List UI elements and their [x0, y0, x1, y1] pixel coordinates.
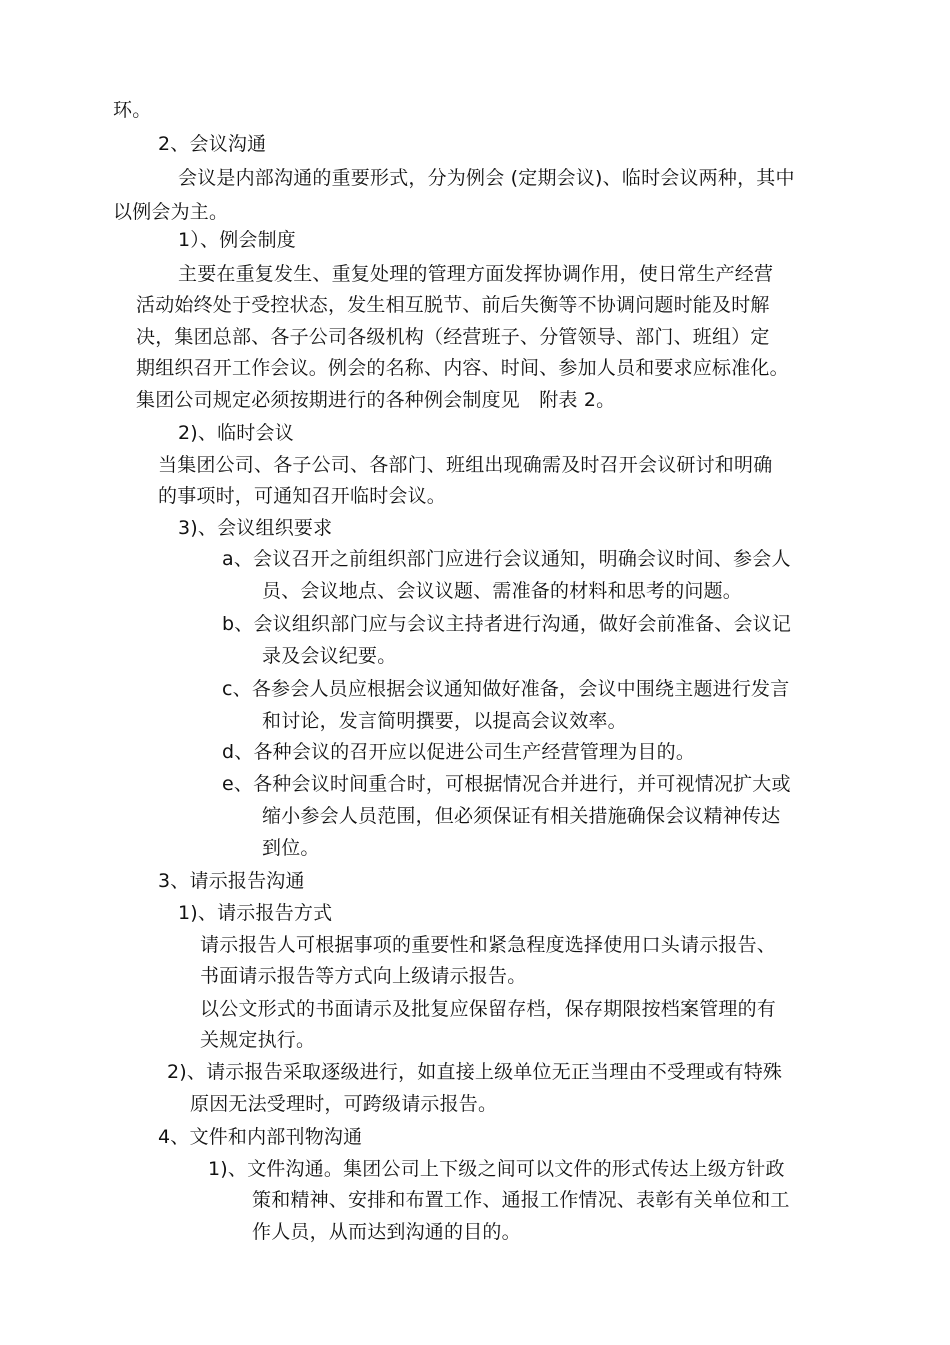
section-heading: 2、会议沟通	[158, 133, 267, 155]
list-item-continuation: 缩小参会人员范围，但必须保证有相关措施确保会议精神传达	[262, 805, 781, 827]
text-line: 策和精神、安排和布置工作、通报工作情况、表彰有关单位和工	[252, 1189, 790, 1211]
subsection-heading: 3)、会议组织要求	[178, 517, 333, 539]
list-item: e、各种会议时间重合时，可根据情况合并进行，并可视情况扩大或	[222, 773, 791, 795]
text-line: 关规定执行。	[200, 1029, 316, 1051]
text-line: 的事项时，可通知召开临时会议。	[158, 485, 447, 507]
text-line: 1)、文件沟通。集团公司上下级之间可以文件的形式传达上级方针政	[208, 1158, 785, 1180]
text-line: 以公文形式的书面请示及批复应保留存档，保存期限按档案管理的有	[200, 998, 777, 1020]
text-line: 书面请示报告等方式向上级请示报告。	[200, 965, 527, 987]
text-line: 当集团公司、各子公司、各部门、班组出现确需及时召开会议研讨和明确	[158, 454, 773, 476]
text-line: 以例会为主。	[113, 201, 229, 223]
text-line: 环。	[113, 99, 152, 121]
subsection-heading: 1)、请示报告方式	[178, 902, 333, 924]
list-item: a、会议召开之前组织部门应进行会议通知，明确会议时间、参会人	[222, 548, 791, 570]
subsection-heading: 1）、例会制度	[178, 229, 296, 251]
list-item-continuation: 到位。	[262, 837, 320, 859]
list-item: b、会议组织部门应与会议主持者进行沟通，做好会前准备、会议记	[222, 613, 792, 635]
text-line: 原因无法受理时，可跨级请示报告。	[190, 1093, 498, 1115]
text-line: 主要在重复发生、重复处理的管理方面发挥协调作用，使日常生产经营	[178, 263, 774, 285]
text-line: 活动始终处于受控状态，发生相互脱节、前后失衡等不协调问题时能及时解	[136, 294, 770, 316]
section-heading: 3、请示报告沟通	[158, 870, 305, 892]
text-line: 决，集团总部、各子公司各级机构（经营班子、分管领导、部门、班组）定	[136, 326, 770, 348]
text-line: 集团公司规定必须按期进行的各种例会制度见 附表 2。	[136, 389, 616, 411]
text-line: 作人员，从而达到沟通的目的。	[252, 1221, 521, 1243]
list-item: c、各参会人员应根据会议通知做好准备，会议中围绕主题进行发言	[222, 678, 790, 700]
subsection-heading: 2)、临时会议	[178, 422, 294, 444]
list-item-continuation: 录及会议纪要。	[262, 645, 397, 667]
list-item-continuation: 和讨论，发言简明撰要，以提高会议效率。	[262, 710, 627, 732]
text-line: 会议是内部沟通的重要形式，分为例会 (定期会议)、临时会议两种，其中	[178, 167, 795, 189]
text-line: 请示报告人可根据事项的重要性和紧急程度选择使用口头请示报告、	[200, 934, 777, 956]
text-line: 期组织召开工作会议。例会的名称、内容、时间、参加人员和要求应标准化。	[136, 357, 789, 379]
text-line: 2)、请示报告采取逐级进行，如直接上级单位无正当理由不受理或有特殊	[167, 1061, 783, 1083]
list-item-continuation: 员、会议地点、会议议题、需准备的材料和思考的问题。	[262, 580, 743, 602]
list-item: d、各种会议的召开应以促进公司生产经营管理为目的。	[222, 741, 696, 763]
section-heading: 4、文件和内部刊物沟通	[158, 1126, 363, 1148]
